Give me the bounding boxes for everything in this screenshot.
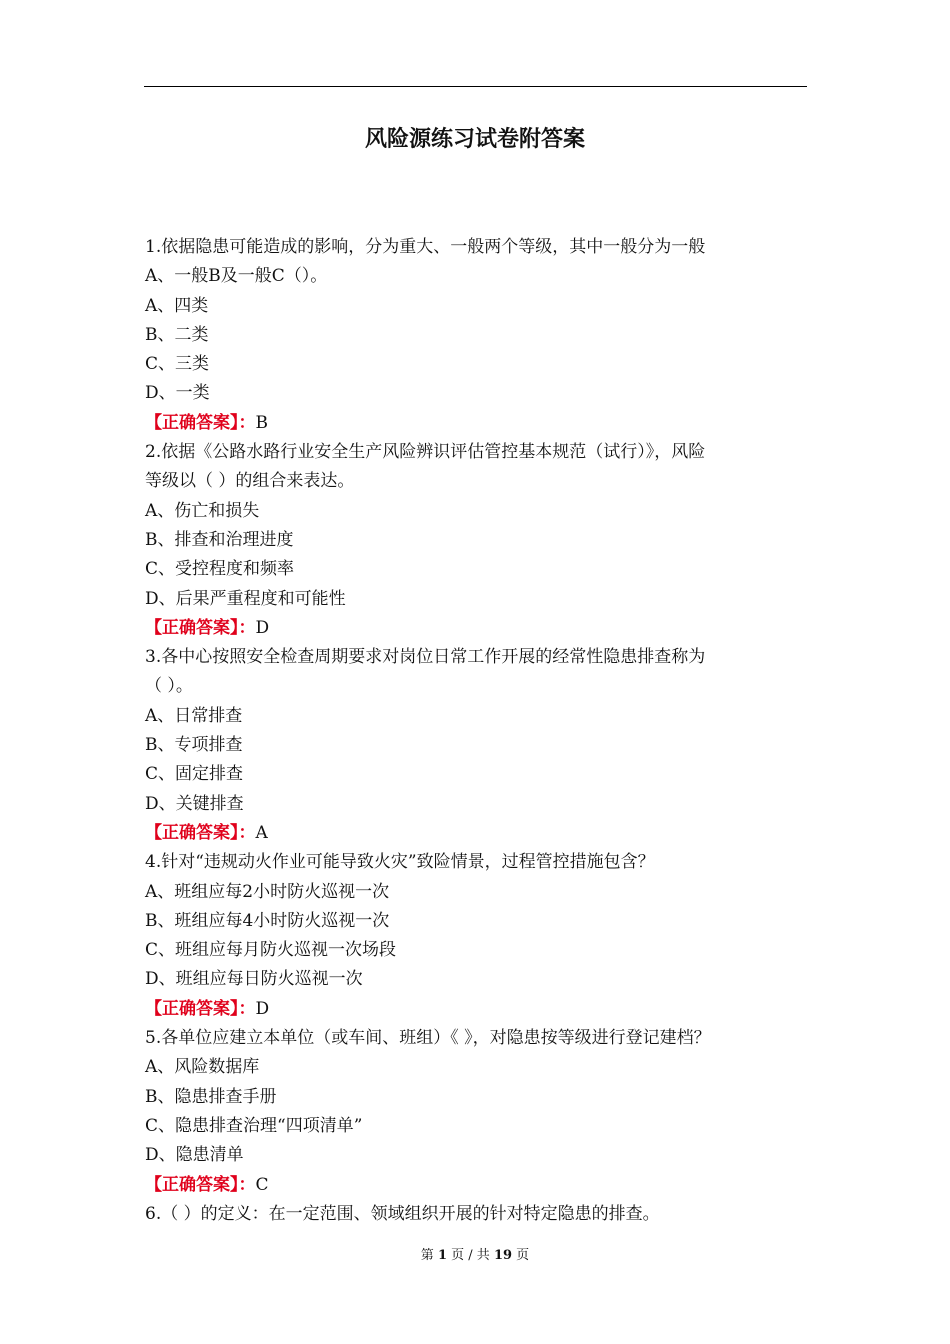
option-line: D、后果严重程度和可能性	[145, 588, 346, 609]
option-line: A、四类	[145, 295, 209, 316]
question-stem-line: 5.各单位应建立本单位（或车间、班组）《 》，对隐患按等级进行登记建档？	[145, 1028, 711, 1049]
document-title: 风险源练习试卷附答案	[364, 126, 585, 152]
correct-answer-label: 【正确答案】：	[145, 617, 256, 638]
question-block	[145, 1024, 810, 1200]
footer-middle: 页 / 共	[451, 1248, 490, 1263]
answer-line	[145, 1171, 810, 1200]
question-block	[145, 438, 810, 643]
answer-line	[145, 819, 810, 848]
correct-answer-value: C	[255, 1174, 269, 1195]
question-stem-line: 6.（ ）的定义：在一定范围、领域组织开展的针对特定隐患的排查。	[145, 1203, 660, 1224]
option-line: C、受控程度和频率	[145, 559, 295, 580]
option-line: A、班组应每2小时防火巡视一次	[145, 881, 390, 902]
option-line: C、三类	[145, 354, 210, 375]
question-block	[145, 233, 810, 438]
correct-answer-value: D	[255, 998, 270, 1019]
footer-suffix: 页	[516, 1248, 530, 1263]
correct-answer-value: A	[255, 822, 268, 843]
current-page-number: 1	[437, 1248, 447, 1263]
option-line: A、伤亡和损失	[145, 500, 260, 521]
correct-answer-value: D	[255, 617, 270, 638]
option-line: B、二类	[145, 324, 209, 345]
correct-answer-label: 【正确答案】：	[145, 822, 256, 843]
question-stem-line: （ ）。	[145, 676, 193, 697]
question-stem-line: 1.依据隐患可能造成的影响，分为重大、一般两个等级，其中一般分为一般	[145, 237, 706, 257]
option-line: C、班组应每月防火巡视一次场段	[145, 940, 397, 961]
answer-line	[145, 614, 810, 643]
correct-answer-value: B	[255, 412, 268, 433]
question-stem-line: 2.依据《公路水路行业安全生产风险辨识评估管控基本规范（试行）》，风险	[145, 442, 706, 463]
question-stem-line: A、一般B及一般C（）。	[145, 266, 328, 287]
total-pages-number: 19	[493, 1248, 513, 1263]
footer-prefix: 第	[420, 1248, 434, 1263]
answer-line	[145, 995, 810, 1024]
answer-line	[145, 409, 810, 438]
option-line: C、隐患排查治理“四项清单”	[145, 1115, 363, 1136]
correct-answer-label: 【正确答案】：	[145, 412, 256, 433]
option-line: B、专项排查	[145, 735, 243, 756]
header-rule	[144, 86, 807, 87]
option-line: D、隐患清单	[145, 1145, 244, 1166]
page-footer	[0, 1244, 950, 1263]
question-stem-line: 等级以（ ）的组合来表达。	[145, 471, 355, 492]
question-block	[145, 848, 810, 1024]
correct-answer-label: 【正确答案】：	[145, 998, 256, 1019]
option-line: B、班组应每4小时防火巡视一次	[145, 910, 390, 931]
option-line: D、班组应每日防火巡视一次	[145, 969, 363, 990]
option-line: B、隐患排查手册	[145, 1086, 277, 1107]
option-line: C、固定排查	[145, 764, 244, 785]
question-list	[145, 233, 810, 1229]
option-line: D、一类	[145, 383, 210, 404]
correct-answer-label: 【正确答案】：	[145, 1174, 256, 1195]
option-line: A、日常排查	[145, 705, 243, 726]
option-line: B、排查和治理进度	[145, 529, 294, 550]
question-stem-line: 4.针对“违规动火作业可能导致火灾”致险情景，过程管控措施包含？	[145, 852, 655, 873]
question-block	[145, 643, 810, 848]
option-line: D、关键排查	[145, 793, 244, 814]
question-stem-line: 3.各中心按照安全检查周期要求对岗位日常工作开展的经常性隐患排查称为	[145, 647, 706, 668]
option-line: A、风险数据库	[145, 1057, 260, 1078]
